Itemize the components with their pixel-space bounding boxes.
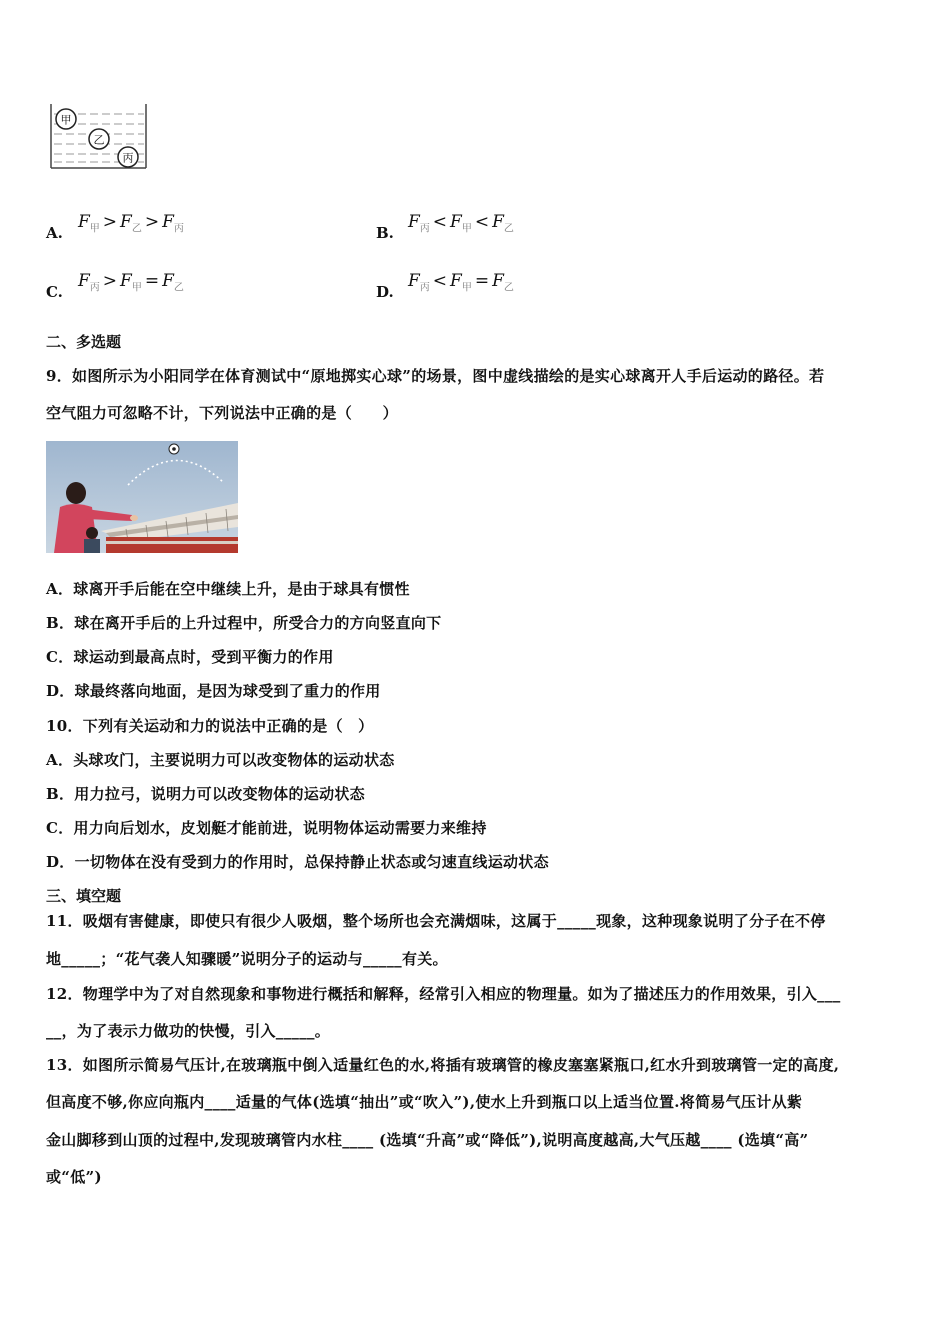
q9-stem-line1: 9．如图所示为小阳同学在体育测试中“原地掷实心球”的场景，图中虚线描绘的是实心球离开人手后运动的路径。若: [46, 367, 825, 385]
q9-stem-line2: 空气阻力可忽略不计，下列说法中正确的是（ ）: [46, 404, 398, 422]
section-multiple-choice-title: 二、多选题: [46, 333, 122, 351]
q13-line1: 13．如图所示简易气压计,在玻璃瓶中倒入适量红色的水,将插有玻璃管的橡皮塞塞紧瓶口,红水升到玻璃管一定的高度,: [46, 1056, 840, 1074]
option-b-formula: $F_丙 < F_甲 < F_乙$: [408, 212, 514, 235]
option-a-letter: A.: [46, 224, 63, 242]
option-d-letter: D.: [376, 283, 394, 301]
q9-option-c[interactable]: C．球运动到最高点时，受到平衡力的作用: [46, 648, 334, 666]
option-d-formula: $F_丙 < F_甲 = F_乙$: [408, 271, 514, 294]
shot-put-photo: [46, 441, 238, 553]
q9-option-b[interactable]: B．球在离开手后的上升过程中，所受合力的方向竖直向下: [46, 614, 442, 632]
ball-yi-label: 乙: [93, 133, 105, 147]
option-b-letter: B.: [376, 224, 394, 242]
q9-option-d[interactable]: D．球最终落向地面，是因为球受到了重力的作用: [46, 682, 381, 700]
q10-stem: 10．下列有关运动和力的说法中正确的是（ ）: [46, 717, 374, 735]
option-c-letter: C.: [46, 283, 63, 301]
container-figure: [46, 100, 152, 172]
q11-line1: 11．吸烟有害健康，即使只有很少人吸烟，整个场所也会充满烟味，这属于_____现象，这种现象说明了分子在不停: [46, 912, 826, 930]
option-c-formula: $F_丙 > F_甲 = F_乙$: [78, 271, 184, 294]
ball-yi: [89, 129, 109, 149]
q12-line1: 12．物理学中为了对自然现象和事物进行概括和解释，经常引入相应的物理量。如为了描述压力的作用效果，引入___: [46, 985, 841, 1003]
option-a-formula: $F_甲 > F_乙 > F_丙$: [78, 212, 184, 235]
ball-bing: [118, 147, 138, 167]
ball-jia-label: 甲: [60, 113, 72, 127]
q10-option-a[interactable]: A．头球攻门，主要说明力可以改变物体的运动状态: [46, 751, 395, 769]
q11-line2: 地_____；“花气袭人知骤暖”说明分子的运动与_____有关。: [46, 950, 448, 968]
q13-line3: 金山脚移到山顶的过程中,发现玻璃管内水柱____ (选填“升高”或“降低”),说明高度越高,大气压越____ (选填“高”: [46, 1131, 809, 1149]
ball-jia: [56, 109, 76, 129]
q12-line2: __，为了表示力做功的快慢，引入_____。: [46, 1022, 331, 1040]
q13-line4: 或“低”): [46, 1168, 102, 1186]
q10-option-d[interactable]: D．一切物体在没有受到力的作用时，总保持静止状态或匀速直线运动状态: [46, 853, 549, 871]
section-fill-in-title: 三、填空题: [46, 887, 122, 905]
ball-bing-label: 丙: [122, 151, 134, 165]
q9-option-a[interactable]: A．球离开手后能在空中继续上升，是由于球具有惯性: [46, 580, 410, 598]
q13-line2: 但高度不够,你应向瓶内____适量的气体(选填“抽出”或“吹入”),使水上升到瓶口以上适当位置.将简易气压计从紫: [46, 1093, 803, 1111]
q10-option-b[interactable]: B．用力拉弓，说明力可以改变物体的运动状态: [46, 785, 365, 803]
q10-option-c[interactable]: C．用力向后划水，皮划艇才能前进，说明物体运动需要力来维持: [46, 819, 487, 837]
